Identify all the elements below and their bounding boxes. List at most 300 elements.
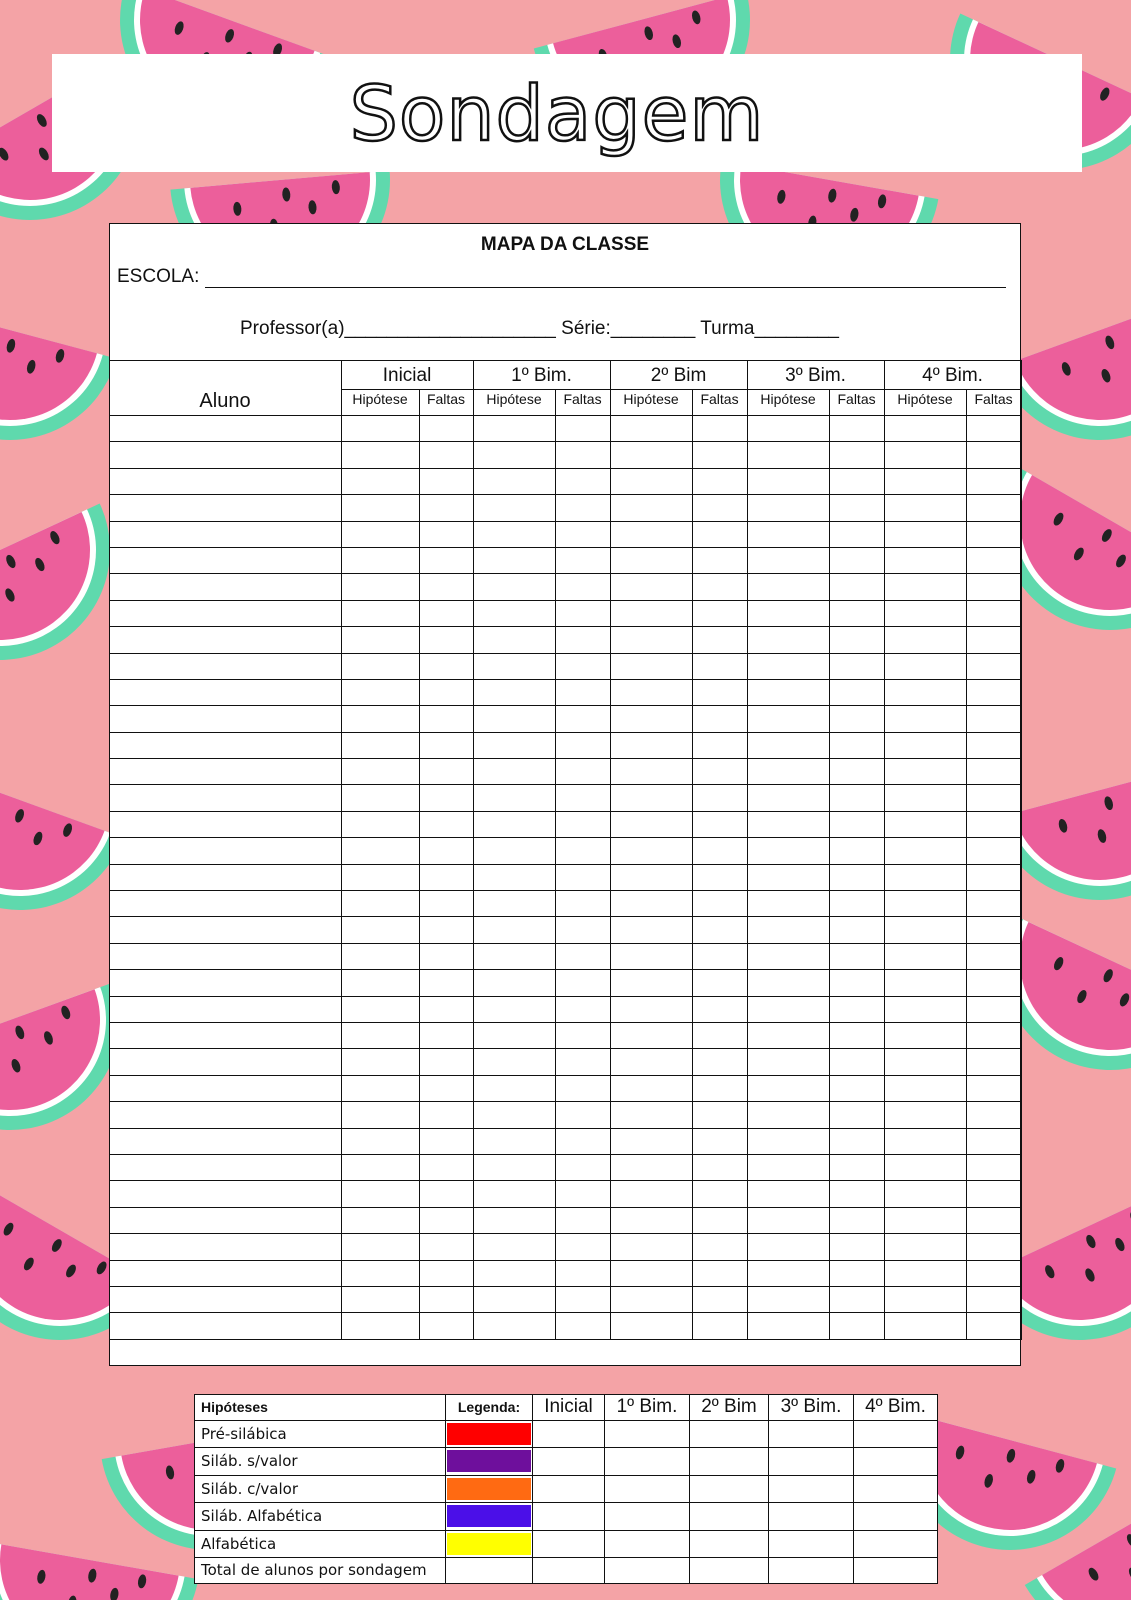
entry-cell[interactable] <box>966 1049 1021 1075</box>
entry-cell[interactable] <box>419 627 473 653</box>
count-cell[interactable] <box>690 1503 769 1531</box>
entry-cell[interactable] <box>884 442 966 468</box>
entry-cell[interactable] <box>419 811 473 837</box>
entry-cell[interactable] <box>829 1181 884 1207</box>
student-name-cell[interactable] <box>109 732 341 758</box>
entry-cell[interactable] <box>555 1102 610 1128</box>
entry-cell[interactable] <box>692 996 747 1022</box>
entry-cell[interactable] <box>884 785 966 811</box>
entry-cell[interactable] <box>341 838 419 864</box>
count-cell[interactable] <box>854 1530 938 1558</box>
entry-cell[interactable] <box>341 547 419 573</box>
entry-cell[interactable] <box>884 495 966 521</box>
student-name-cell[interactable] <box>109 468 341 494</box>
count-cell[interactable] <box>854 1558 938 1584</box>
entry-cell[interactable] <box>692 732 747 758</box>
entry-cell[interactable] <box>341 1207 419 1233</box>
entry-cell[interactable] <box>473 1181 555 1207</box>
entry-cell[interactable] <box>473 996 555 1022</box>
student-name-cell[interactable] <box>109 1049 341 1075</box>
entry-cell[interactable] <box>966 442 1021 468</box>
entry-cell[interactable] <box>747 1022 829 1048</box>
entry-cell[interactable] <box>473 574 555 600</box>
student-name-cell[interactable] <box>109 838 341 864</box>
entry-cell[interactable] <box>419 996 473 1022</box>
entry-cell[interactable] <box>692 1260 747 1286</box>
entry-cell[interactable] <box>692 943 747 969</box>
entry-cell[interactable] <box>341 970 419 996</box>
entry-cell[interactable] <box>341 811 419 837</box>
count-cell[interactable] <box>533 1448 605 1476</box>
entry-cell[interactable] <box>473 811 555 837</box>
entry-cell[interactable] <box>341 1181 419 1207</box>
entry-cell[interactable] <box>884 811 966 837</box>
entry-cell[interactable] <box>610 1260 692 1286</box>
entry-cell[interactable] <box>473 495 555 521</box>
entry-cell[interactable] <box>419 1286 473 1312</box>
entry-cell[interactable] <box>419 653 473 679</box>
entry-cell[interactable] <box>555 732 610 758</box>
entry-cell[interactable] <box>966 1075 1021 1101</box>
entry-cell[interactable] <box>747 864 829 890</box>
entry-cell[interactable] <box>966 864 1021 890</box>
entry-cell[interactable] <box>555 1207 610 1233</box>
entry-cell[interactable] <box>692 495 747 521</box>
entry-cell[interactable] <box>884 1286 966 1312</box>
entry-cell[interactable] <box>555 547 610 573</box>
entry-cell[interactable] <box>966 1181 1021 1207</box>
entry-cell[interactable] <box>341 1234 419 1260</box>
entry-cell[interactable] <box>966 706 1021 732</box>
entry-cell[interactable] <box>419 600 473 626</box>
entry-cell[interactable] <box>419 891 473 917</box>
entry-cell[interactable] <box>884 1234 966 1260</box>
entry-cell[interactable] <box>692 917 747 943</box>
entry-cell[interactable] <box>966 600 1021 626</box>
entry-cell[interactable] <box>473 864 555 890</box>
entry-cell[interactable] <box>341 864 419 890</box>
entry-cell[interactable] <box>341 1154 419 1180</box>
entry-cell[interactable] <box>610 468 692 494</box>
count-cell[interactable] <box>533 1530 605 1558</box>
student-name-cell[interactable] <box>109 679 341 705</box>
student-name-cell[interactable] <box>109 1207 341 1233</box>
entry-cell[interactable] <box>610 1207 692 1233</box>
entry-cell[interactable] <box>747 574 829 600</box>
entry-cell[interactable] <box>829 1286 884 1312</box>
entry-cell[interactable] <box>692 1286 747 1312</box>
entry-cell[interactable] <box>829 1075 884 1101</box>
entry-cell[interactable] <box>884 1102 966 1128</box>
entry-cell[interactable] <box>610 996 692 1022</box>
entry-cell[interactable] <box>829 1049 884 1075</box>
entry-cell[interactable] <box>341 1102 419 1128</box>
count-cell[interactable] <box>533 1558 605 1584</box>
entry-cell[interactable] <box>692 416 747 442</box>
entry-cell[interactable] <box>555 970 610 996</box>
student-name-cell[interactable] <box>109 864 341 890</box>
entry-cell[interactable] <box>966 970 1021 996</box>
entry-cell[interactable] <box>610 785 692 811</box>
entry-cell[interactable] <box>341 1049 419 1075</box>
entry-cell[interactable] <box>692 468 747 494</box>
entry-cell[interactable] <box>610 1128 692 1154</box>
entry-cell[interactable] <box>341 891 419 917</box>
student-name-cell[interactable] <box>109 943 341 969</box>
entry-cell[interactable] <box>610 679 692 705</box>
entry-cell[interactable] <box>610 864 692 890</box>
entry-cell[interactable] <box>555 679 610 705</box>
entry-cell[interactable] <box>829 759 884 785</box>
entry-cell[interactable] <box>747 1260 829 1286</box>
entry-cell[interactable] <box>473 627 555 653</box>
entry-cell[interactable] <box>419 468 473 494</box>
entry-cell[interactable] <box>884 416 966 442</box>
entry-cell[interactable] <box>747 416 829 442</box>
entry-cell[interactable] <box>829 679 884 705</box>
student-name-cell[interactable] <box>109 891 341 917</box>
entry-cell[interactable] <box>341 996 419 1022</box>
entry-cell[interactable] <box>747 732 829 758</box>
entry-cell[interactable] <box>829 495 884 521</box>
count-cell[interactable] <box>605 1558 690 1584</box>
entry-cell[interactable] <box>747 1075 829 1101</box>
entry-cell[interactable] <box>829 442 884 468</box>
count-cell[interactable] <box>769 1420 854 1448</box>
entry-cell[interactable] <box>884 759 966 785</box>
student-name-cell[interactable] <box>109 1102 341 1128</box>
entry-cell[interactable] <box>473 442 555 468</box>
entry-cell[interactable] <box>555 600 610 626</box>
entry-cell[interactable] <box>555 1154 610 1180</box>
entry-cell[interactable] <box>555 1022 610 1048</box>
entry-cell[interactable] <box>419 1075 473 1101</box>
entry-cell[interactable] <box>692 1313 747 1339</box>
entry-cell[interactable] <box>610 1022 692 1048</box>
entry-cell[interactable] <box>419 416 473 442</box>
entry-cell[interactable] <box>829 1022 884 1048</box>
entry-cell[interactable] <box>555 917 610 943</box>
entry-cell[interactable] <box>419 1022 473 1048</box>
entry-cell[interactable] <box>555 416 610 442</box>
entry-cell[interactable] <box>610 547 692 573</box>
count-cell[interactable] <box>769 1558 854 1584</box>
entry-cell[interactable] <box>692 1049 747 1075</box>
entry-cell[interactable] <box>692 970 747 996</box>
entry-cell[interactable] <box>692 891 747 917</box>
student-name-cell[interactable] <box>109 547 341 573</box>
count-cell[interactable] <box>533 1420 605 1448</box>
entry-cell[interactable] <box>610 574 692 600</box>
student-name-cell[interactable] <box>109 521 341 547</box>
entry-cell[interactable] <box>419 442 473 468</box>
entry-cell[interactable] <box>692 574 747 600</box>
entry-cell[interactable] <box>692 1102 747 1128</box>
entry-cell[interactable] <box>419 1313 473 1339</box>
entry-cell[interactable] <box>747 1286 829 1312</box>
entry-cell[interactable] <box>884 679 966 705</box>
entry-cell[interactable] <box>747 996 829 1022</box>
entry-cell[interactable] <box>341 416 419 442</box>
entry-cell[interactable] <box>473 679 555 705</box>
entry-cell[interactable] <box>610 1181 692 1207</box>
entry-cell[interactable] <box>610 970 692 996</box>
entry-cell[interactable] <box>419 943 473 969</box>
entry-cell[interactable] <box>966 679 1021 705</box>
entry-cell[interactable] <box>884 547 966 573</box>
entry-cell[interactable] <box>555 811 610 837</box>
entry-cell[interactable] <box>419 1102 473 1128</box>
entry-cell[interactable] <box>884 1181 966 1207</box>
entry-cell[interactable] <box>341 1313 419 1339</box>
entry-cell[interactable] <box>555 759 610 785</box>
student-name-cell[interactable] <box>109 706 341 732</box>
entry-cell[interactable] <box>610 706 692 732</box>
student-name-cell[interactable] <box>109 996 341 1022</box>
entry-cell[interactable] <box>341 627 419 653</box>
entry-cell[interactable] <box>966 838 1021 864</box>
entry-cell[interactable] <box>473 891 555 917</box>
count-cell[interactable] <box>769 1448 854 1476</box>
entry-cell[interactable] <box>692 679 747 705</box>
entry-cell[interactable] <box>692 838 747 864</box>
entry-cell[interactable] <box>473 600 555 626</box>
entry-cell[interactable] <box>747 759 829 785</box>
entry-cell[interactable] <box>341 1286 419 1312</box>
entry-cell[interactable] <box>555 653 610 679</box>
count-cell[interactable] <box>690 1558 769 1584</box>
student-name-cell[interactable] <box>109 1128 341 1154</box>
entry-cell[interactable] <box>341 442 419 468</box>
entry-cell[interactable] <box>419 864 473 890</box>
entry-cell[interactable] <box>473 970 555 996</box>
entry-cell[interactable] <box>747 1128 829 1154</box>
entry-cell[interactable] <box>966 1022 1021 1048</box>
entry-cell[interactable] <box>966 732 1021 758</box>
entry-cell[interactable] <box>692 706 747 732</box>
entry-cell[interactable] <box>884 996 966 1022</box>
entry-cell[interactable] <box>829 1234 884 1260</box>
entry-cell[interactable] <box>555 706 610 732</box>
entry-cell[interactable] <box>473 1154 555 1180</box>
entry-cell[interactable] <box>884 706 966 732</box>
student-name-cell[interactable] <box>109 1286 341 1312</box>
entry-cell[interactable] <box>473 759 555 785</box>
count-cell[interactable] <box>533 1475 605 1503</box>
student-name-cell[interactable] <box>109 785 341 811</box>
entry-cell[interactable] <box>829 416 884 442</box>
count-cell[interactable] <box>690 1475 769 1503</box>
entry-cell[interactable] <box>473 1049 555 1075</box>
entry-cell[interactable] <box>610 1075 692 1101</box>
entry-cell[interactable] <box>747 495 829 521</box>
entry-cell[interactable] <box>747 1049 829 1075</box>
student-name-cell[interactable] <box>109 917 341 943</box>
entry-cell[interactable] <box>692 521 747 547</box>
entry-cell[interactable] <box>555 785 610 811</box>
entry-cell[interactable] <box>610 1154 692 1180</box>
entry-cell[interactable] <box>966 1102 1021 1128</box>
entry-cell[interactable] <box>419 1260 473 1286</box>
entry-cell[interactable] <box>610 917 692 943</box>
entry-cell[interactable] <box>419 1154 473 1180</box>
entry-cell[interactable] <box>555 1286 610 1312</box>
count-cell[interactable] <box>605 1420 690 1448</box>
count-cell[interactable] <box>854 1503 938 1531</box>
entry-cell[interactable] <box>610 811 692 837</box>
student-name-cell[interactable] <box>109 811 341 837</box>
entry-cell[interactable] <box>419 917 473 943</box>
entry-cell[interactable] <box>966 1234 1021 1260</box>
entry-cell[interactable] <box>747 1102 829 1128</box>
entry-cell[interactable] <box>692 1181 747 1207</box>
entry-cell[interactable] <box>473 468 555 494</box>
entry-cell[interactable] <box>829 917 884 943</box>
entry-cell[interactable] <box>555 1313 610 1339</box>
student-name-cell[interactable] <box>109 1313 341 1339</box>
student-name-cell[interactable] <box>109 600 341 626</box>
entry-cell[interactable] <box>747 970 829 996</box>
entry-cell[interactable] <box>829 891 884 917</box>
student-name-cell[interactable] <box>109 1075 341 1101</box>
entry-cell[interactable] <box>829 732 884 758</box>
entry-cell[interactable] <box>884 1022 966 1048</box>
student-name-cell[interactable] <box>109 1022 341 1048</box>
entry-cell[interactable] <box>473 706 555 732</box>
entry-cell[interactable] <box>419 547 473 573</box>
entry-cell[interactable] <box>555 1181 610 1207</box>
entry-cell[interactable] <box>610 1049 692 1075</box>
entry-cell[interactable] <box>747 1207 829 1233</box>
entry-cell[interactable] <box>829 600 884 626</box>
entry-cell[interactable] <box>829 970 884 996</box>
entry-cell[interactable] <box>829 1207 884 1233</box>
entry-cell[interactable] <box>419 1207 473 1233</box>
entry-cell[interactable] <box>473 917 555 943</box>
entry-cell[interactable] <box>966 891 1021 917</box>
entry-cell[interactable] <box>473 1286 555 1312</box>
count-cell[interactable] <box>769 1503 854 1531</box>
entry-cell[interactable] <box>555 627 610 653</box>
entry-cell[interactable] <box>966 1154 1021 1180</box>
entry-cell[interactable] <box>884 838 966 864</box>
entry-cell[interactable] <box>473 1102 555 1128</box>
entry-cell[interactable] <box>692 1075 747 1101</box>
professor-serie-turma-line[interactable]: Professor(a)____________________ Série:________ Turma________ <box>240 318 839 339</box>
count-cell[interactable] <box>605 1448 690 1476</box>
entry-cell[interactable] <box>747 811 829 837</box>
entry-cell[interactable] <box>829 653 884 679</box>
entry-cell[interactable] <box>473 1075 555 1101</box>
count-cell[interactable] <box>605 1475 690 1503</box>
entry-cell[interactable] <box>747 785 829 811</box>
entry-cell[interactable] <box>555 468 610 494</box>
entry-cell[interactable] <box>829 996 884 1022</box>
entry-cell[interactable] <box>747 1181 829 1207</box>
entry-cell[interactable] <box>419 1128 473 1154</box>
entry-cell[interactable] <box>419 706 473 732</box>
entry-cell[interactable] <box>966 917 1021 943</box>
entry-cell[interactable] <box>473 521 555 547</box>
entry-cell[interactable] <box>419 679 473 705</box>
entry-cell[interactable] <box>747 891 829 917</box>
entry-cell[interactable] <box>473 416 555 442</box>
entry-cell[interactable] <box>473 732 555 758</box>
count-cell[interactable] <box>854 1475 938 1503</box>
entry-cell[interactable] <box>341 679 419 705</box>
student-name-cell[interactable] <box>109 1260 341 1286</box>
count-cell[interactable] <box>690 1448 769 1476</box>
count-cell[interactable] <box>854 1448 938 1476</box>
entry-cell[interactable] <box>966 468 1021 494</box>
entry-cell[interactable] <box>692 1022 747 1048</box>
entry-cell[interactable] <box>884 1049 966 1075</box>
entry-cell[interactable] <box>692 442 747 468</box>
entry-cell[interactable] <box>966 1286 1021 1312</box>
entry-cell[interactable] <box>341 1022 419 1048</box>
entry-cell[interactable] <box>419 759 473 785</box>
entry-cell[interactable] <box>829 1260 884 1286</box>
entry-cell[interactable] <box>966 521 1021 547</box>
entry-cell[interactable] <box>473 1234 555 1260</box>
entry-cell[interactable] <box>555 521 610 547</box>
entry-cell[interactable] <box>692 759 747 785</box>
entry-cell[interactable] <box>473 1313 555 1339</box>
entry-cell[interactable] <box>692 547 747 573</box>
entry-cell[interactable] <box>966 547 1021 573</box>
entry-cell[interactable] <box>419 1234 473 1260</box>
escola-field[interactable] <box>205 287 1006 288</box>
student-name-cell[interactable] <box>109 1181 341 1207</box>
entry-cell[interactable] <box>747 838 829 864</box>
entry-cell[interactable] <box>747 547 829 573</box>
entry-cell[interactable] <box>966 811 1021 837</box>
entry-cell[interactable] <box>966 785 1021 811</box>
entry-cell[interactable] <box>829 838 884 864</box>
entry-cell[interactable] <box>884 970 966 996</box>
entry-cell[interactable] <box>419 521 473 547</box>
entry-cell[interactable] <box>884 891 966 917</box>
entry-cell[interactable] <box>884 1260 966 1286</box>
entry-cell[interactable] <box>555 442 610 468</box>
entry-cell[interactable] <box>555 1234 610 1260</box>
entry-cell[interactable] <box>829 785 884 811</box>
entry-cell[interactable] <box>419 785 473 811</box>
student-name-cell[interactable] <box>109 416 341 442</box>
entry-cell[interactable] <box>473 838 555 864</box>
entry-cell[interactable] <box>610 838 692 864</box>
student-name-cell[interactable] <box>109 442 341 468</box>
entry-cell[interactable] <box>747 442 829 468</box>
entry-cell[interactable] <box>884 468 966 494</box>
entry-cell[interactable] <box>610 1286 692 1312</box>
entry-cell[interactable] <box>884 864 966 890</box>
entry-cell[interactable] <box>610 442 692 468</box>
entry-cell[interactable] <box>829 574 884 600</box>
entry-cell[interactable] <box>473 1022 555 1048</box>
entry-cell[interactable] <box>341 917 419 943</box>
entry-cell[interactable] <box>829 1313 884 1339</box>
entry-cell[interactable] <box>473 1260 555 1286</box>
entry-cell[interactable] <box>829 706 884 732</box>
entry-cell[interactable] <box>555 495 610 521</box>
entry-cell[interactable] <box>747 917 829 943</box>
entry-cell[interactable] <box>341 1075 419 1101</box>
entry-cell[interactable] <box>747 468 829 494</box>
entry-cell[interactable] <box>341 943 419 969</box>
entry-cell[interactable] <box>692 785 747 811</box>
entry-cell[interactable] <box>884 1128 966 1154</box>
